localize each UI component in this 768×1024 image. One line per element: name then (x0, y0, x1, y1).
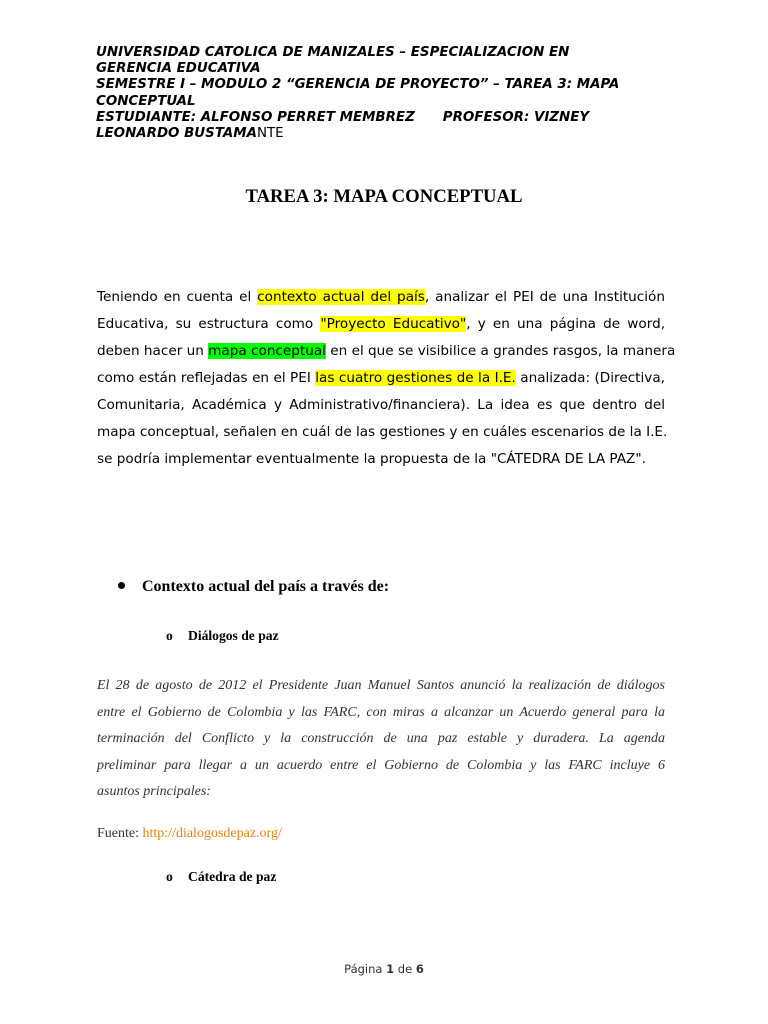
sub-bullet-catedra (166, 869, 276, 885)
professor-label: PROFESOR: VIZNEY (442, 109, 590, 125)
intro-line (97, 311, 665, 338)
intro-text: en el que se visibilice a grandes rasgos, la manera (325, 343, 676, 359)
intro-line (97, 365, 665, 392)
intro-line: mapa conceptual, señalen en cuál de las gestiones y en cuáles escenarios de la I.E. (97, 424, 668, 440)
sub-bullet-dialogos (166, 628, 279, 644)
intro-paragraph (97, 284, 676, 473)
professor-name-tail: NTE (256, 126, 284, 142)
header-line-4: CONCEPTUAL (96, 93, 196, 109)
source-label: Fuente: (97, 826, 143, 841)
sub-bullet-marker: o (166, 869, 173, 884)
source-line (97, 826, 282, 842)
page-title: TAREA 3: MAPA CONCEPTUAL (245, 186, 523, 207)
intro-text: Educativa, su estructura como (97, 316, 321, 332)
source-link[interactable]: http://dialogosdepaz.org/ (142, 826, 282, 841)
footer-of: de (394, 962, 416, 976)
highlight-context: contexto actual del país (257, 289, 425, 305)
intro-line (97, 338, 676, 365)
quote-line: preliminar para llegar a un acuerdo entre el Gobierno de Colombia y las FARC incluye 6 (97, 757, 665, 773)
intro-text: , analizar el PEI de una Institución (424, 289, 665, 305)
bullet-item (118, 578, 389, 596)
quote-line: asuntos principales: (97, 784, 211, 799)
header-line-2: GERENCIA EDUCATIVA (96, 61, 261, 77)
footer-total-pages: 6 (415, 962, 424, 976)
quote-paragraph (97, 673, 665, 806)
sub-bullet-marker: o (166, 628, 173, 643)
footer-current-page: 1 (386, 962, 395, 976)
quote-line: entre el Gobierno de Colombia y las FARC, con miras a alcanzar un Acuerdo general para la (97, 704, 665, 720)
intro-text: Teniendo en cuenta el (97, 289, 258, 305)
intro-line: Comunitaria, Académica y Administrativo/financiera). La idea es que dentro del (97, 397, 665, 413)
highlight-proyecto: "Proyecto Educativo" (320, 316, 467, 332)
page-footer (0, 962, 768, 976)
footer-prefix: Página (344, 962, 387, 976)
sub-bullet-text: Cátedra de paz (188, 869, 277, 884)
student-name: ESTUDIANTE: ALFONSO PERRET MEMBREZ (96, 109, 415, 125)
header-line-3: SEMESTRE I – MODULO 2 “GERENCIA DE PROYECTO” – TAREA 3: MAPA (96, 77, 620, 93)
intro-text: analizada: (Directiva, (515, 370, 665, 386)
bullet-text: Contexto actual del país a través de: (142, 578, 390, 595)
quote-line: terminación del Conflicto y la construcción de una paz estable y duradera. La agenda (97, 731, 665, 746)
highlight-mapa: mapa conceptual (208, 343, 326, 359)
intro-line: se podría implementar eventualmente la propuesta de la "CÁTEDRA DE LA PAZ". (97, 451, 646, 467)
highlight-gestiones: las cuatro gestiones de la I.E. (315, 370, 516, 386)
intro-text: como están reflejadas en el PEI (97, 370, 316, 386)
bullet-dot-icon (118, 582, 125, 589)
intro-line (97, 284, 665, 311)
header-line-5 (96, 110, 676, 126)
intro-text: , y en una página de word, (466, 316, 666, 332)
header-line-6 (96, 126, 676, 142)
intro-text: deben hacer un (97, 343, 209, 359)
document-header (96, 45, 676, 142)
header-line-1: UNIVERSIDAD CATOLICA DE MANIZALES – ESPECIALIZACION EN (96, 45, 570, 60)
quote-line: El 28 de agosto de 2012 el Presidente Juan Manuel Santos anunció la realización de diálogos (97, 678, 665, 693)
professor-name: LEONARDO BUSTAMA (96, 126, 257, 142)
sub-bullet-text: Diálogos de paz (188, 628, 279, 643)
